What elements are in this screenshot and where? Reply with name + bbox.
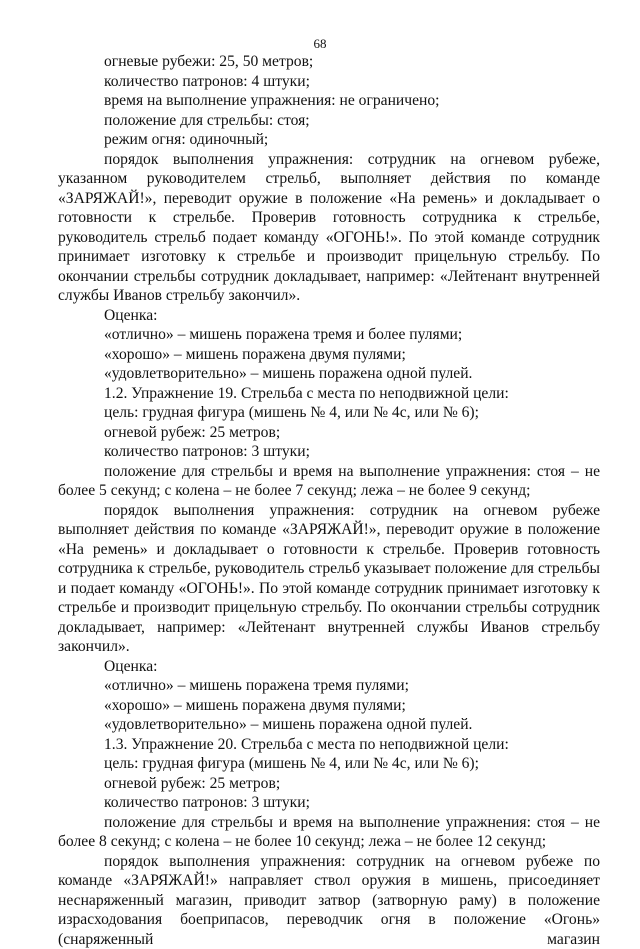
paragraph: режим огня: одиночный; (58, 130, 600, 150)
paragraph: 1.2. Упражнение 19. Стрельба с места по неподвижной цели: (58, 384, 600, 404)
paragraph: огневой рубеж: 25 метров; (58, 423, 600, 443)
paragraph: количество патронов: 3 штуки; (58, 442, 600, 462)
paragraph: порядок выполнения упражнения: сотрудник на огневом рубеже по команде «ЗАРЯЖАЙ!» направляет ствол оружия в мишень, присоединяет неснаряженный магазин, приводит затвор (затворную раму) в положение израсходования боеприпасов, переводчик огня в положение «Огонь» (снаряженный магазин (58, 852, 600, 949)
paragraph: «хорошо» – мишень поражена двумя пулями; (58, 345, 600, 365)
paragraph: «удовлетворительно» – мишень поражена одной пулей. (58, 715, 600, 735)
paragraph: количество патронов: 3 штуки; (58, 793, 600, 813)
document-body (58, 52, 600, 949)
paragraph: положение для стрельбы и время на выполнение упражнения: стоя – не более 5 секунд; с колена – не более 7 секунд; лежа – не более 9 секунд; (58, 462, 600, 501)
paragraph: Оценка: (58, 306, 600, 326)
paragraph: цель: грудная фигура (мишень № 4, или № 4с, или № 6); (58, 754, 600, 774)
paragraph: цель: грудная фигура (мишень № 4, или № 4с, или № 6); (58, 403, 600, 423)
paragraph: порядок выполнения упражнения: сотрудник на огневом рубеже, указанном руководителем стрельб, выполняет действия по команде «ЗАРЯЖАЙ!», переводит оружие в положение «На ремень» и докладывает о готовности к стрельбе. Проверив готовность сотрудника к стрельбе, руководитель стрельб подает команду «ОГОНЬ!». По этой команде сотрудник принимает изготовку к стрельбе и производит прицельную стрельбу. По окончании стрельбы сотрудник докладывает, например: «Лейтенант внутренней службы Иванов стрельбу закончил». (58, 150, 600, 306)
paragraph: «удовлетворительно» – мишень поражена одной пулей. (58, 364, 600, 384)
paragraph: «отлично» – мишень поражена тремя и более пулями; (58, 325, 600, 345)
paragraph: 1.3. Упражнение 20. Стрельба с места по неподвижной цели: (58, 735, 600, 755)
paragraph: Оценка: (58, 657, 600, 677)
paragraph: количество патронов: 4 штуки; (58, 72, 600, 92)
paragraph: положение для стрельбы: стоя; (58, 111, 600, 131)
page-number: 68 (0, 36, 640, 52)
paragraph: положение для стрельбы и время на выполнение упражнения: стоя – не более 8 секунд; с колена – не более 10 секунд; лежа – не более 12 секунд; (58, 813, 600, 852)
paragraph: огневой рубеж: 25 метров; (58, 774, 600, 794)
paragraph: огневые рубежи: 25, 50 метров; (58, 52, 600, 72)
paragraph: «отлично» – мишень поражена тремя пулями; (58, 676, 600, 696)
paragraph: порядок выполнения упражнения: сотрудник на огневом рубеже выполняет действия по команде «ЗАРЯЖАЙ!», переводит оружие в положение «На ремень» и докладывает о готовности к стрельбе. Проверив готовность сотрудника к стрельбе, руководитель стрельб указывает положение для стрельбы и подает команду «ОГОНЬ!». По этой команде сотрудник принимает изготовку к стрельбе и производит прицельную стрельбу. По окончании стрельбы сотрудник докладывает, например: «Лейтенант внутренней службы Иванов стрельбу закончил». (58, 501, 600, 657)
paragraph: «хорошо» – мишень поражена двумя пулями; (58, 696, 600, 716)
paragraph: время на выполнение упражнения: не ограничено; (58, 91, 600, 111)
